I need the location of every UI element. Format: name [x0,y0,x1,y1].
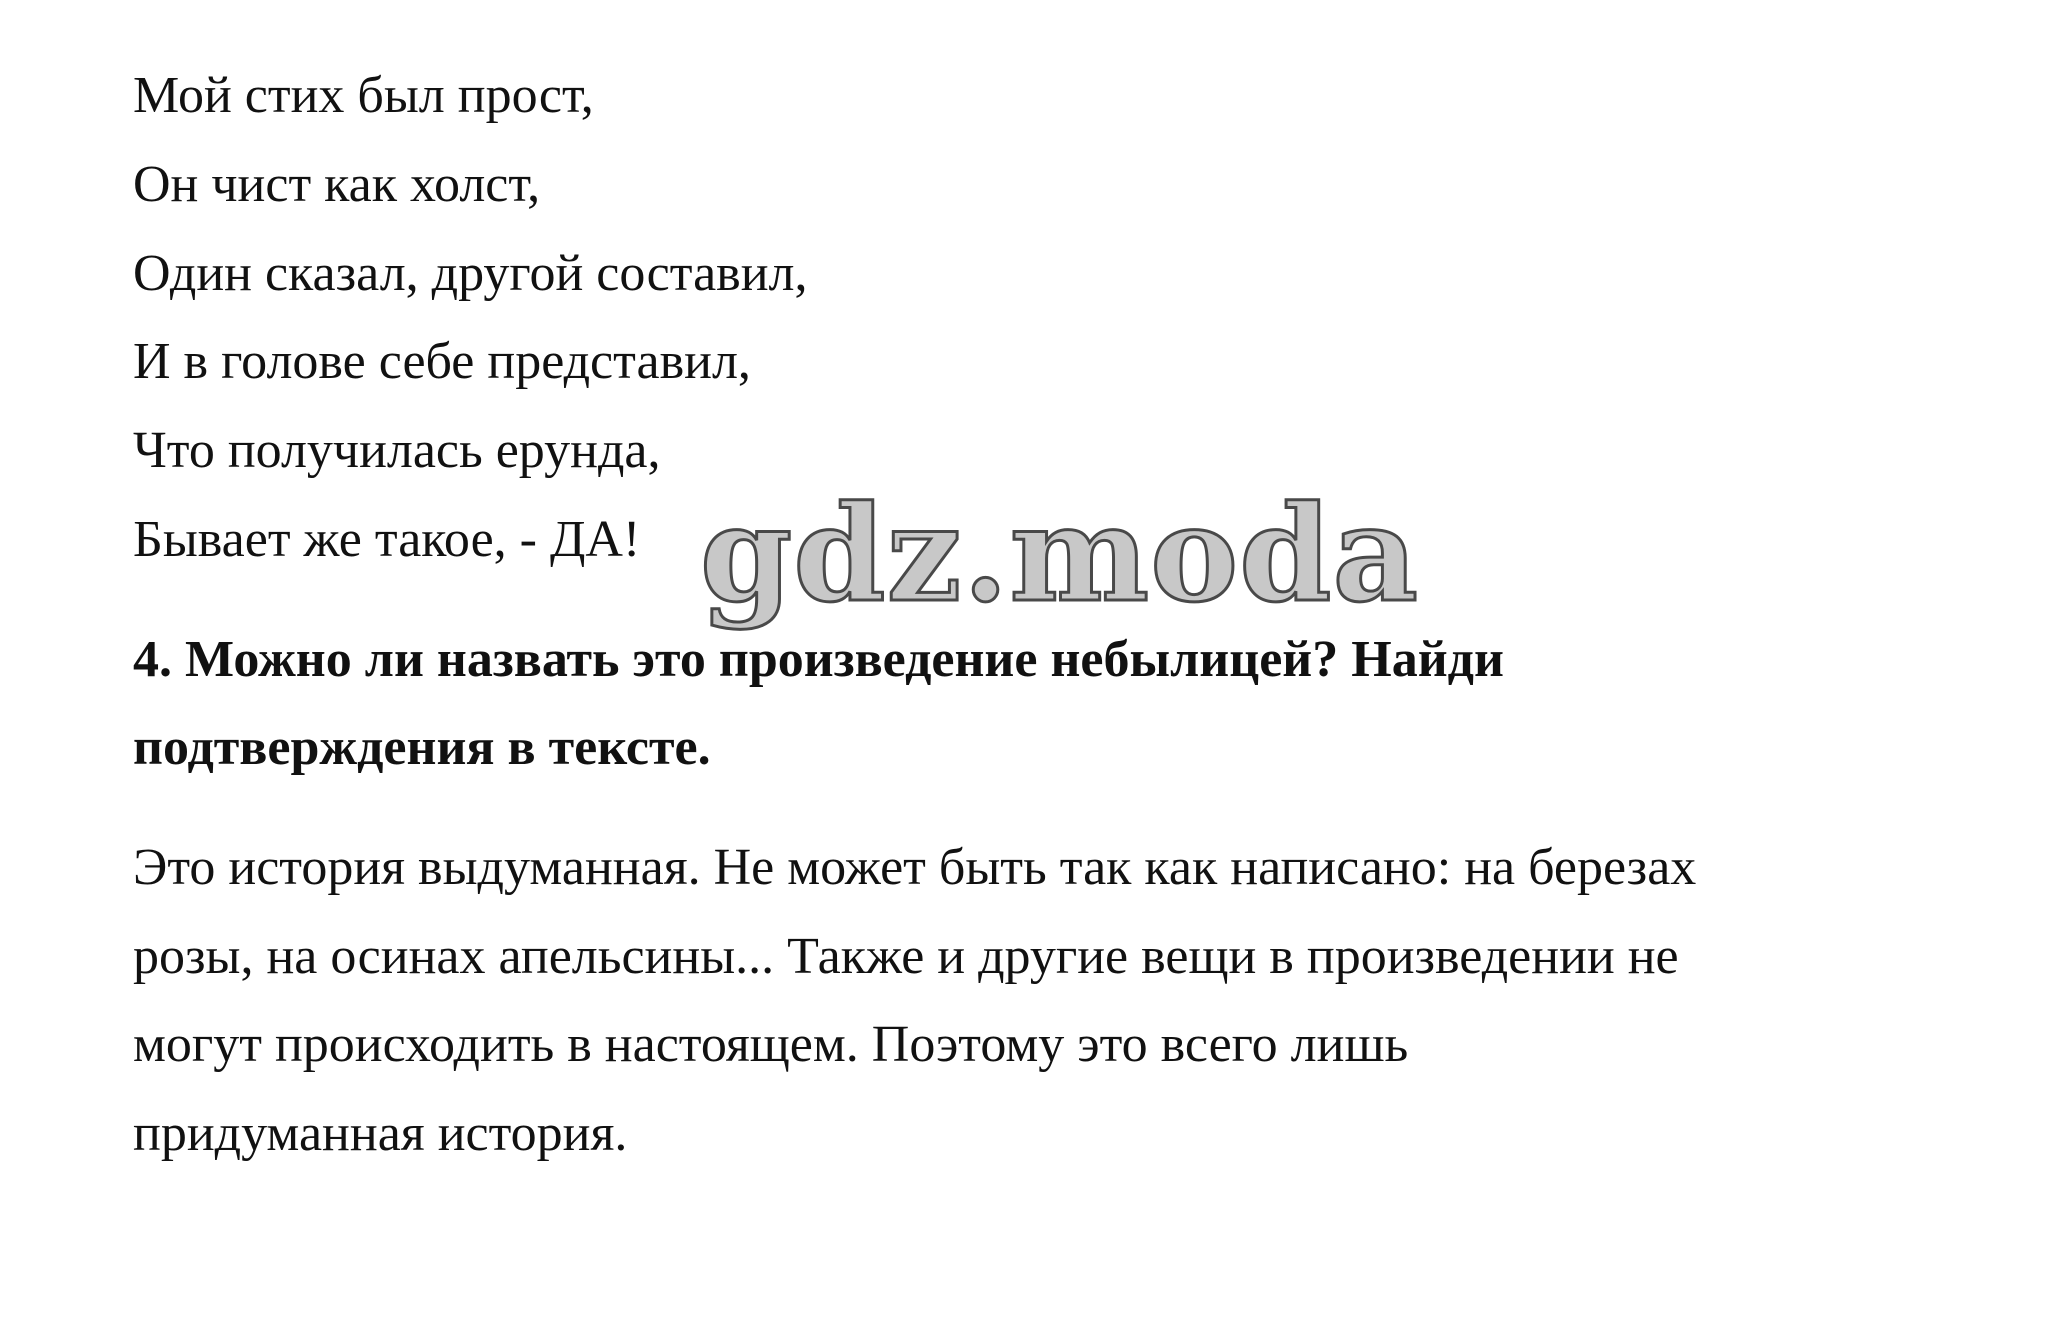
poem-line: Мой стих был прост, [133,67,594,124]
answer-line: розы, на осинах апельсины... Также и другие вещи в произведении не [133,928,1679,985]
question-line: подтверждения в тексте. [133,719,711,776]
poem-line: Что получилась ерунда, [133,422,661,479]
poem-line: И в голове себе представил, [133,333,751,390]
answer-line: Это история выдуманная. Не может быть так как написано: на березах [133,839,1697,896]
poem-line: Он чист как холст, [133,156,541,213]
poem-line: Один сказал, другой составил, [133,245,808,302]
watermark-logo: gdz.moda [700,477,1420,632]
poem-line: Бывает же такое, - ДА! [133,511,641,568]
answer-line: могут происходить в настоящем. Поэтому это всего лишь [133,1016,1409,1073]
question-line: 4. Можно ли назвать это произведение небылицей? Найди [133,631,1504,688]
answer-line: придуманная история. [133,1105,628,1162]
